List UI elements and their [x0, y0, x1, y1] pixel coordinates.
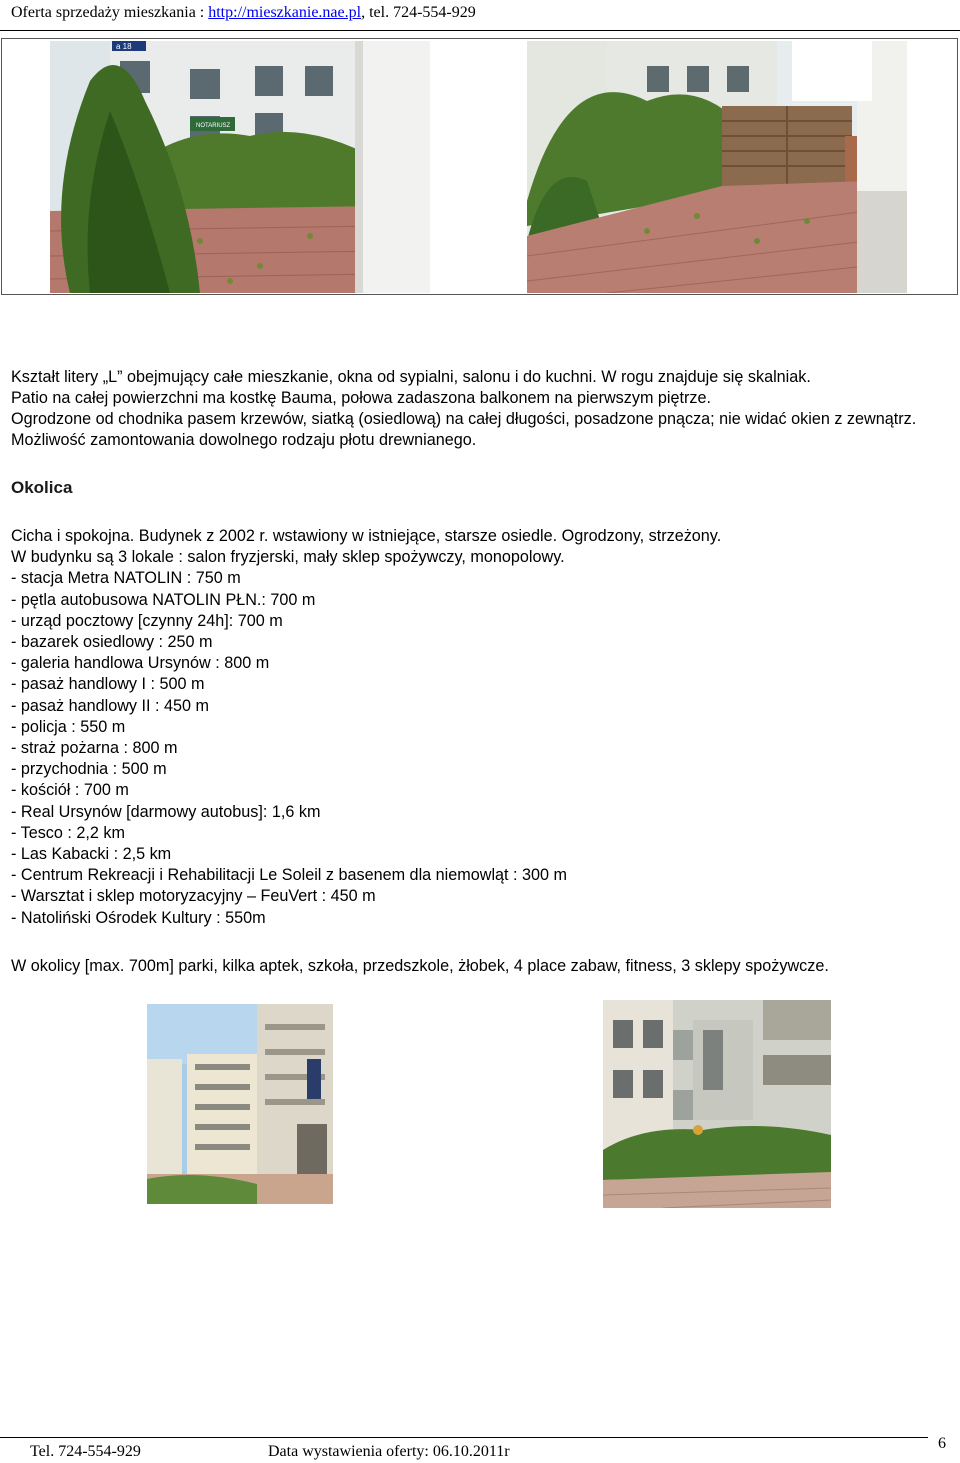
header-suffix: , tel. 724-554-929	[361, 4, 476, 21]
building-photo-left	[147, 1004, 333, 1204]
list-item: - urząd pocztowy [czynny 24h]: 700 m	[11, 611, 283, 630]
street-sign-text: a 18	[116, 42, 132, 51]
list-item: - pasaż handlowy II : 450 m	[11, 696, 209, 715]
list-item: - kościół : 700 m	[11, 781, 129, 800]
page-number: 6	[938, 1435, 946, 1452]
intro-line: W budynku są 3 lokale : salon fryzjerski, mały sklep spożywczy, monopolowy.	[11, 548, 565, 567]
description-line: Patio na całej powierzchni ma kostkę Bauma, połowa zadaszona balkonem na pierwszym piętrze.	[11, 389, 712, 407]
list-item: - Las Kabacki : 2,5 km	[11, 845, 172, 864]
header-prefix: Oferta sprzedaży mieszkania :	[11, 4, 209, 21]
header-divider	[0, 30, 960, 31]
patio-photo-right	[527, 41, 907, 293]
footer-date: Data wystawienia oferty: 06.10.2011r	[268, 1443, 510, 1460]
neighborhood-summary	[11, 956, 951, 977]
description-line: Ogrodzone od chodnika pasem krzewów, siatką (osiedlową) na całej długości, posadzone pnącza; nie widać okien z zewnątrz. Możliwość zamontowania dowolnego rodzaju płotu drewnianego.	[11, 410, 917, 449]
list-item: - Natoliński Ośrodek Kultury : 550m	[11, 908, 266, 927]
list-item: - straż pożarna : 800 m	[11, 739, 178, 758]
list-item: - Real Ursynów [darmowy autobus]: 1,6 km	[11, 802, 321, 821]
description-line: Kształt litery „L” obejmujący całe mieszkanie, okna od sypialni, salonu i do kuchni. W rogu znajduje się skalniak.	[11, 368, 811, 386]
plaque-text: NOTARIUSZ	[196, 123, 231, 129]
list-item: - pętla autobusowa NATOLIN PŁN.: 700 m	[11, 590, 316, 609]
page-header	[11, 4, 476, 22]
footer-phone: Tel. 724-554-929	[30, 1443, 141, 1460]
list-item: - galeria handlowa Ursynów : 800 m	[11, 654, 270, 673]
list-item: - przychodnia : 500 m	[11, 760, 167, 779]
section-heading-okolica: Okolica	[11, 478, 73, 497]
list-item: - pasaż handlowy I : 500 m	[11, 675, 205, 694]
intro-line: Cicha i spokojna. Budynek z 2002 r. wstawiony w istniejące, starsze osiedle. Ogrodzony, strzeżony.	[11, 527, 722, 545]
list-item: - Centrum Rekreacji i Rehabilitacji Le Soleil z basenem dla niemowląt : 300 m	[11, 866, 568, 885]
list-item: - Tesco : 2,2 km	[11, 823, 125, 842]
patio-description	[11, 367, 951, 451]
list-item: - Warsztat i sklep motoryzacyjny – FeuVert : 450 m	[11, 887, 376, 906]
list-item: - stacja Metra NATOLIN : 750 m	[11, 569, 241, 588]
list-item: - policja : 550 m	[11, 717, 126, 736]
building-photo-right	[603, 1000, 831, 1208]
footer-divider	[0, 1437, 928, 1438]
header-link[interactable]: http://mieszkanie.nae.pl	[208, 4, 362, 21]
patio-photo-left	[50, 41, 430, 293]
neighborhood-list	[11, 526, 951, 929]
summary-line: W okolicy [max. 700m] parki, kilka aptek, szkoła, przedszkole, żłobek, 4 place zabaw, fitness, 3 sklepy spożywcze.	[11, 957, 829, 975]
list-item: - bazarek osiedlowy : 250 m	[11, 633, 213, 652]
